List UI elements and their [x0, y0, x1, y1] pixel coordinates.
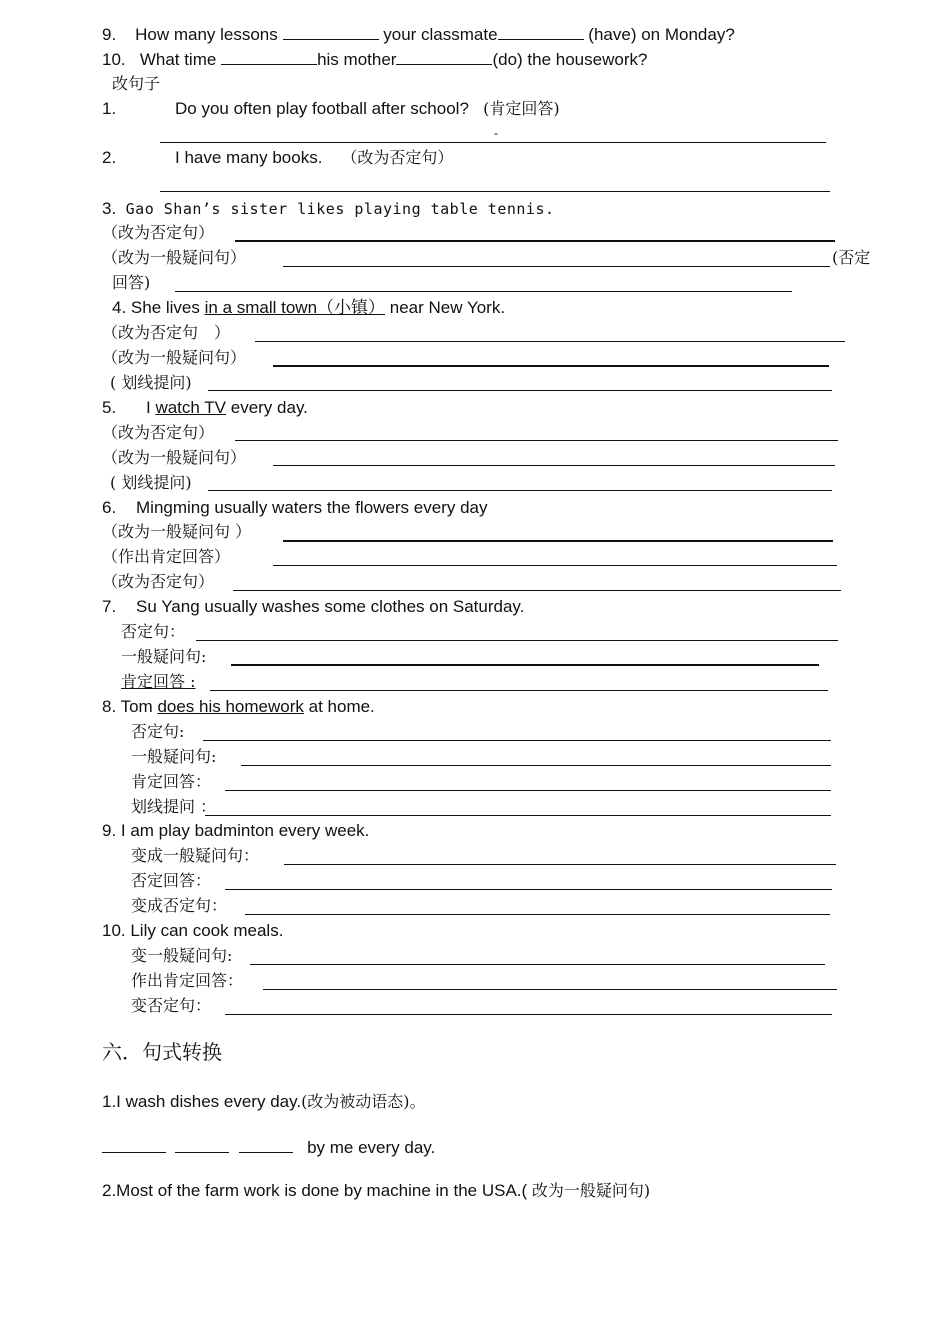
- instruction: 改为一般疑问句): [531, 1181, 651, 1200]
- instruction: （改为否定句）: [102, 572, 215, 591]
- instruction: (否定: [832, 248, 871, 267]
- item-8: [102, 696, 375, 718]
- instruction: 划线提问 ：: [131, 797, 217, 816]
- answer-line[interactable]: [255, 341, 845, 342]
- answer-line[interactable]: [283, 540, 833, 542]
- answer-line[interactable]: [208, 490, 832, 491]
- instruction: (肯定回答): [483, 99, 560, 118]
- answer-line[interactable]: [263, 989, 837, 990]
- answer-blank[interactable]: [221, 48, 317, 65]
- instruction: 一般疑问句:: [121, 647, 207, 666]
- sentence: 8. Tom: [102, 697, 158, 716]
- question-number: 10.: [102, 50, 126, 69]
- question-text: (have) on Monday?: [588, 25, 735, 44]
- item-2-text: [175, 147, 453, 169]
- underlined-phrase: watch TV: [155, 398, 227, 417]
- section-6-item-1: [102, 1091, 426, 1113]
- question-text: his mother: [317, 50, 397, 69]
- instruction: ( 划线提问): [110, 473, 192, 492]
- answer-blank[interactable]: [239, 1136, 293, 1153]
- instruction: 肯定回答 :: [121, 672, 196, 691]
- underlined-phrase: does his homework: [157, 697, 304, 716]
- answer-line[interactable]: [233, 590, 841, 591]
- answer-line[interactable]: [235, 240, 835, 242]
- question-text: What time: [139, 50, 217, 69]
- answer-line[interactable]: [175, 291, 792, 292]
- answer-line[interactable]: [196, 640, 838, 641]
- sentence: Do you often play football after school?: [175, 99, 469, 118]
- answer-line[interactable]: [208, 390, 832, 391]
- answer-line[interactable]: [241, 765, 831, 766]
- instruction: 回答): [112, 273, 151, 292]
- section-heading: 改句子: [112, 74, 161, 93]
- answer-blank[interactable]: [102, 1136, 166, 1153]
- item-6-text: Mingming usually waters the flowers every day: [136, 498, 488, 517]
- answer-line[interactable]: [203, 740, 831, 741]
- sentence: near New York.: [385, 298, 506, 317]
- underlined-phrase: in a small town（小镇）: [204, 298, 386, 317]
- answer-line[interactable]: [250, 964, 825, 965]
- instruction: 否定句：: [121, 622, 186, 641]
- answer-line[interactable]: [210, 690, 828, 691]
- item-5: [146, 397, 308, 419]
- answer-blank[interactable]: [396, 48, 492, 65]
- sentence: 2.Most of the farm work is done by machine in the USA.(: [102, 1181, 528, 1200]
- instruction: 一般疑问句:: [131, 747, 217, 766]
- answer-line[interactable]: [225, 889, 832, 890]
- instruction: （改为否定句）: [102, 423, 215, 442]
- sentence: I: [146, 398, 156, 417]
- item-4: [112, 297, 505, 319]
- item-10-text: 10. Lily can cook meals.: [102, 921, 284, 940]
- sentence: I have many books.: [175, 148, 323, 167]
- sentence: 4. She lives: [112, 298, 205, 317]
- answer-blank[interactable]: [498, 23, 584, 40]
- item-7-number: 7.: [102, 597, 117, 616]
- instruction: （作出肯定回答）: [102, 547, 231, 566]
- answer-line[interactable]: [231, 664, 819, 666]
- question-text: (do) the housework?: [492, 50, 648, 69]
- instruction: 否定句:: [131, 722, 185, 741]
- sentence: 1.I wash dishes every day.: [102, 1092, 302, 1111]
- instruction: 变否定句：: [131, 996, 212, 1015]
- instruction: （改为一般疑问句）: [102, 348, 247, 367]
- answer-line[interactable]: [235, 440, 838, 441]
- instruction: （改为否定句）: [341, 148, 454, 167]
- answer-line[interactable]: [273, 565, 837, 566]
- instruction: 肯定回答：: [131, 772, 212, 791]
- answer-blank[interactable]: [283, 23, 379, 40]
- answer-line[interactable]: [283, 266, 830, 267]
- instruction: （改为否定句）: [102, 223, 215, 242]
- answer-line[interactable]: [273, 465, 835, 466]
- instruction: （改为一般疑问句）: [102, 248, 247, 267]
- answer-line[interactable]: [225, 1014, 832, 1015]
- instruction: (改为被动语态)。: [301, 1092, 426, 1111]
- question-number: 9.: [102, 25, 117, 44]
- item-5-number: 5.: [102, 398, 117, 417]
- instruction: 变一般疑问句:: [131, 946, 233, 965]
- instruction: 作出肯定回答：: [131, 971, 244, 990]
- item-7-text: Su Yang usually washes some clothes on Saturday.: [136, 597, 525, 616]
- question-10: [102, 48, 647, 71]
- question-text: your classmate: [383, 25, 498, 44]
- item-1-number: 1.: [102, 99, 117, 118]
- answer-line[interactable]: [160, 191, 830, 192]
- answer-line[interactable]: [160, 142, 826, 143]
- answer-line[interactable]: [245, 914, 830, 915]
- instruction: （改为一般疑问句 ）: [102, 522, 252, 541]
- sentence: every day.: [226, 398, 308, 417]
- sentence: by me every day.: [307, 1138, 436, 1157]
- instruction: （改为否定句 ）: [102, 323, 231, 342]
- item-2-number: 2.: [102, 148, 117, 167]
- section-6-item-2: [102, 1180, 650, 1202]
- item-6-number: 6.: [102, 498, 117, 517]
- question-9: [102, 23, 735, 46]
- section-6-item-1-answer: [102, 1136, 435, 1159]
- instruction: 变成一般疑问句：: [131, 846, 260, 865]
- instruction: 变成否定句：: [131, 896, 228, 915]
- sentence: at home.: [303, 697, 375, 716]
- answer-line[interactable]: [273, 365, 829, 367]
- section-6-title: 六．句式转换: [102, 1040, 222, 1064]
- item-1-text: [175, 98, 560, 120]
- instruction: 否定回答：: [131, 871, 212, 890]
- answer-line[interactable]: [284, 864, 836, 865]
- instruction: ( 划线提问): [110, 373, 192, 392]
- instruction: （改为一般疑问句）: [102, 448, 247, 467]
- dash-mark: -: [494, 126, 498, 140]
- answer-line[interactable]: [205, 815, 831, 816]
- item-9-text: 9. I am play badminton every week.: [102, 821, 370, 840]
- answer-blank[interactable]: [175, 1136, 229, 1153]
- answer-line[interactable]: [225, 790, 831, 791]
- sentence: Gao Shan’s sister likes playing table tennis.: [125, 200, 555, 218]
- item-3: 3. Gao Shan’s sister likes playing table tennis.: [102, 199, 555, 218]
- question-text: How many lessons: [135, 25, 278, 44]
